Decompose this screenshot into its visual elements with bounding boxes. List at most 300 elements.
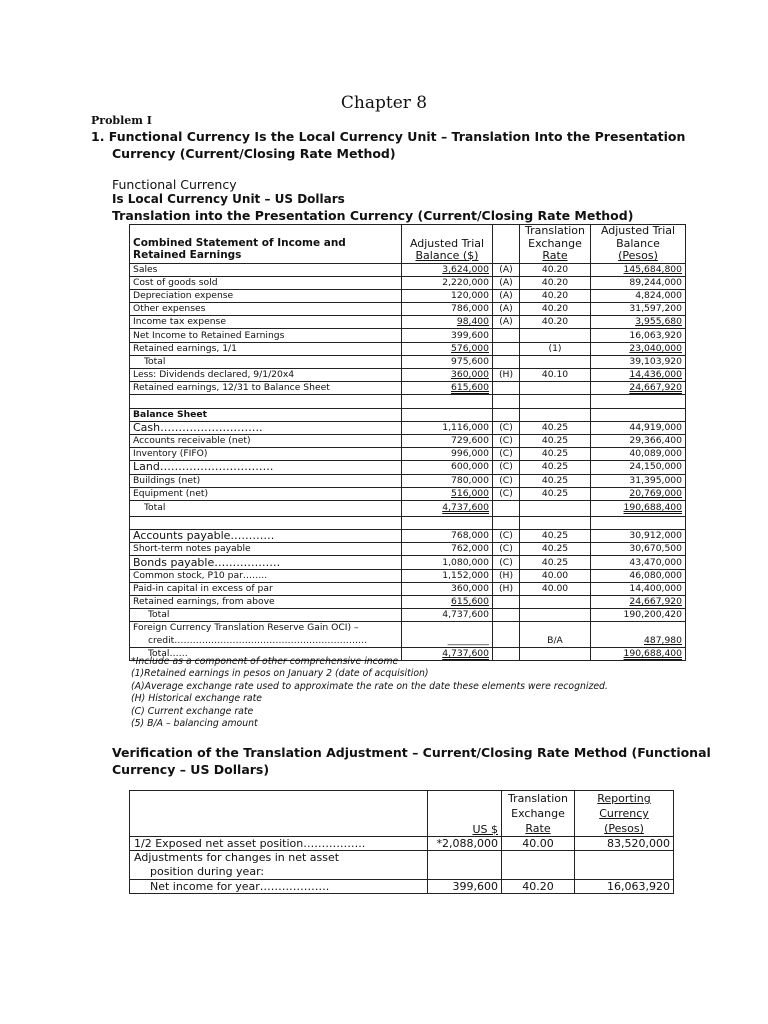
footnote-line: (A)Average exchange rate used to approximate the rate on the date these elements were recognized.: [131, 680, 608, 692]
rate-code: [493, 355, 520, 368]
peso-amount-text: 487,980: [644, 634, 682, 646]
row-label: [130, 316, 402, 329]
verification-label-text: Adjustments for changes in net asset: [134, 851, 340, 864]
verification-table: [129, 790, 674, 894]
usd-amount: [402, 530, 493, 543]
verification-usd-label: US $: [472, 823, 498, 836]
rate-code: [493, 530, 520, 543]
table-row: [130, 487, 686, 500]
rate-code-text: (A): [499, 289, 513, 301]
rate-code: [493, 556, 520, 569]
blank-cell: [130, 395, 402, 408]
table-row: [130, 303, 686, 316]
rate-code: [493, 622, 520, 635]
peso-amount: [591, 382, 686, 395]
peso-amount-text: 16,063,920: [629, 329, 682, 341]
row-label-text: Inventory (FIFO): [133, 448, 208, 460]
peso-amount-text: 23,040,000: [629, 342, 682, 354]
peso-amount: [591, 316, 686, 329]
rate-code-text: (C): [499, 530, 513, 542]
blank-cell: [130, 516, 402, 529]
table-row: [130, 329, 686, 342]
footnote-line: (1)Retained earnings in pesos on January 2 (date of acquisition): [131, 668, 429, 680]
rate-code: [493, 329, 520, 342]
peso-amount: [591, 434, 686, 447]
rate-code: [493, 609, 520, 622]
rate-code-text: (C): [499, 448, 513, 460]
peso-amount-text: 24,667,920: [629, 382, 682, 394]
usd-amount: [402, 582, 493, 595]
rate-code: [493, 582, 520, 595]
exchange-rate: [520, 596, 591, 609]
usd-amount: [402, 289, 493, 302]
rate-code-text: (C): [499, 435, 513, 447]
row-label: [130, 622, 402, 635]
usd-amount: [402, 596, 493, 609]
peso-amount: [591, 421, 686, 434]
verification-rate-header: [502, 791, 575, 837]
table-row: [130, 500, 686, 516]
verification-rate: [502, 851, 575, 880]
table-row: [130, 474, 686, 487]
exchange-rate: [520, 530, 591, 543]
row-label-text: Depreciation expense: [133, 289, 234, 301]
rate-code-text: (H): [498, 369, 514, 381]
rate-code: [493, 500, 520, 516]
table-row: [130, 289, 686, 302]
rate-code: [493, 474, 520, 487]
peso-amount-text: 40,089,000: [629, 448, 682, 460]
rate-code-text: (A): [499, 303, 513, 315]
footnote-line: (C) Current exchange rate: [131, 705, 254, 717]
usd-header-line2: Balance ($): [415, 249, 479, 262]
exchange-rate-text: 40.20: [541, 316, 569, 328]
exchange-rate: [520, 474, 591, 487]
usd-amount: [402, 382, 493, 395]
blank-cell: [493, 395, 520, 408]
usd-amount-text: 399,600: [451, 329, 489, 341]
usd-amount-text: 975,600: [451, 355, 489, 367]
peso-amount: [591, 461, 686, 474]
row-label: [130, 530, 402, 543]
exchange-rate: [520, 582, 591, 595]
table-header-row: [130, 225, 686, 264]
usd-amount: [402, 355, 493, 368]
rate-code: [493, 316, 520, 329]
usd-amount-text: 996,000: [451, 448, 489, 460]
rate-code: [493, 382, 520, 395]
statement-title-cell: [130, 225, 402, 264]
rate-header-line3: Rate: [542, 249, 568, 262]
usd-amount-text: 1,080,000: [442, 556, 489, 568]
usd-amount: [402, 276, 493, 289]
exchange-rate-text: 40.00: [541, 582, 569, 594]
rate-code: [493, 434, 520, 447]
translation-method-heading: Translation into the Presentation Currency (Current/Closing Rate Method): [112, 208, 634, 223]
footnote-line: (H) Historical exchange rate: [131, 693, 262, 705]
peso-amount: [591, 487, 686, 500]
blank-cell: [591, 516, 686, 529]
peso-column-header: [591, 225, 686, 264]
verification-peso: [575, 880, 674, 894]
exchange-rate: [520, 355, 591, 368]
table-row: [130, 382, 686, 395]
peso-amount: [591, 448, 686, 461]
row-label: [130, 303, 402, 316]
peso-amount: [591, 408, 686, 421]
problem-label: Problem I: [91, 114, 152, 127]
usd-amount: [402, 329, 493, 342]
exchange-rate: [520, 316, 591, 329]
rate-code: [493, 569, 520, 582]
usd-amount: [402, 369, 493, 382]
usd-column-header: [402, 225, 493, 264]
row-label: [130, 543, 402, 556]
table-row: [130, 596, 686, 609]
row-label-text: Cost of goods sold: [133, 276, 218, 288]
verification-label-text: 1/2 Exposed net asset position……………..: [134, 837, 366, 850]
footnotes: [131, 656, 608, 730]
peso-amount-text: 3,955,680: [635, 316, 682, 328]
usd-amount-text: 729,600: [451, 435, 489, 447]
usd-amount-text: 762,000: [451, 543, 489, 555]
row-label-text: Common stock, P10 par……..: [133, 569, 268, 581]
peso-amount-text: 30,912,000: [629, 530, 682, 542]
rate-code: [493, 342, 520, 355]
rate-code: [493, 635, 520, 648]
peso-amount: [591, 500, 686, 516]
row-label-text: Balance Sheet: [133, 408, 207, 420]
peso-amount-text: 46,080,000: [629, 569, 682, 581]
row-label: [130, 569, 402, 582]
row-label: [130, 263, 402, 276]
exchange-rate: [520, 408, 591, 421]
row-label-text: Land………………………….: [133, 460, 274, 474]
verification-usd: [428, 851, 502, 880]
row-label-text: credit………………………………………………………: [148, 634, 368, 646]
verification-rate: [502, 837, 575, 851]
row-label-text: Accounts payable…………: [133, 529, 275, 543]
row-label: [130, 448, 402, 461]
row-label-text: Income tax expense: [133, 316, 226, 328]
exchange-rate-text: 40.10: [541, 369, 569, 381]
verification-peso-line3: (Pesos): [604, 822, 644, 835]
exchange-rate-text: 40.25: [541, 474, 569, 486]
peso-amount: [591, 609, 686, 622]
usd-amount-text: 1,152,000: [442, 569, 489, 581]
rate-code: [493, 276, 520, 289]
row-label: [130, 556, 402, 569]
table-row: [130, 408, 686, 421]
exchange-rate: [520, 342, 591, 355]
row-label-text: Retained earnings, from above: [133, 596, 275, 608]
rate-code-text: (C): [499, 543, 513, 555]
statement-title-line1: Combined Statement of Income and: [133, 236, 346, 249]
rate-code: [493, 421, 520, 434]
problem-heading-line2: Currency (Current/Closing Rate Method): [112, 146, 396, 161]
exchange-rate-text: 40.25: [541, 556, 569, 568]
peso-amount-text: 24,667,920: [629, 596, 682, 608]
usd-amount-text: 4,737,600: [442, 502, 489, 514]
rate-code-text: (C): [499, 556, 513, 568]
peso-header-line2: Balance: [616, 236, 660, 250]
usd-amount-text: 768,000: [451, 530, 489, 542]
peso-amount: [591, 263, 686, 276]
rate-code: [493, 303, 520, 316]
functional-currency-subheading: Is Local Currency Unit – US Dollars: [112, 192, 345, 206]
verification-label-text: Net income for year……………….: [150, 880, 330, 893]
row-label-text: Foreign Currency Translation Reserve Gain OCI) –: [133, 622, 359, 634]
rate-code-text: (C): [499, 461, 513, 473]
peso-header-line3: (Pesos): [618, 249, 658, 262]
peso-amount-text: 43,470,000: [629, 556, 682, 568]
usd-amount-text: 615,600: [451, 382, 489, 394]
peso-amount-text: 14,400,000: [629, 582, 682, 594]
verification-usd: [428, 837, 502, 851]
table-row: [130, 635, 686, 648]
row-label: [130, 635, 402, 648]
usd-amount: [402, 622, 493, 635]
verification-rate-line1: Translation: [508, 792, 568, 805]
peso-amount-text: 29,366,400: [629, 435, 682, 447]
verification-rate-text: 40.00: [522, 837, 554, 850]
exchange-rate: [520, 421, 591, 434]
peso-amount-text: 4,824,000: [635, 289, 682, 301]
verification-usd: [428, 880, 502, 894]
verification-rate-line3: Rate: [525, 822, 551, 835]
peso-amount-text: 44,919,000: [629, 421, 682, 433]
rate-code-text: (A): [499, 316, 513, 328]
row-label: [130, 474, 402, 487]
rate-code: [493, 448, 520, 461]
row-label-text: Total……: [148, 647, 188, 659]
usd-amount: [402, 303, 493, 316]
rate-code: [493, 263, 520, 276]
exchange-rate: [520, 434, 591, 447]
peso-amount-text: 89,244,000: [629, 276, 682, 288]
verification-rate-text: 40.20: [522, 880, 554, 893]
rate-code: [493, 408, 520, 421]
table-row: [130, 316, 686, 329]
rate-code: [493, 289, 520, 302]
exchange-rate: [520, 500, 591, 516]
exchange-rate: [520, 329, 591, 342]
table-row: [130, 342, 686, 355]
row-label: [130, 434, 402, 447]
peso-amount-text: 14,436,000: [629, 369, 682, 381]
exchange-rate: [520, 263, 591, 276]
verification-peso-line2: Currency: [599, 807, 649, 820]
blank-cell: [402, 395, 493, 408]
peso-amount-text: 24,150,000: [629, 461, 682, 473]
verification-header-row: [130, 791, 674, 837]
peso-amount-text: 190,200,420: [623, 609, 682, 621]
usd-amount-text: 4,737,600: [442, 647, 489, 659]
blank-row: [130, 516, 686, 529]
exchange-rate-text: 40.25: [541, 461, 569, 473]
usd-amount-text: 576,000: [451, 342, 489, 354]
row-label: [130, 421, 402, 434]
row-label: [130, 461, 402, 474]
usd-amount: [402, 448, 493, 461]
usd-amount: [402, 342, 493, 355]
row-label-text: Other expenses: [133, 303, 206, 315]
footnote-line: *Include as a component of other comprehensive income: [131, 656, 399, 667]
usd-amount-text: 3,624,000: [442, 263, 489, 275]
verification-usd-text: 399,600: [452, 880, 498, 893]
peso-amount: [591, 289, 686, 302]
usd-amount-text: 120,000: [451, 289, 489, 301]
exchange-rate-text: 40.25: [541, 421, 569, 433]
usd-amount: [402, 487, 493, 500]
exchange-rate: [520, 622, 591, 635]
code-column-header: [493, 225, 520, 264]
table-row: [130, 276, 686, 289]
rate-code-text: (H): [498, 582, 514, 594]
usd-amount: [402, 609, 493, 622]
table-row: [130, 530, 686, 543]
usd-amount: [402, 500, 493, 516]
verification-label-line2: position during year:: [150, 865, 265, 878]
table-row: [130, 263, 686, 276]
verification-rate-line2: Exchange: [511, 807, 565, 820]
peso-amount: [591, 556, 686, 569]
table-row: [130, 421, 686, 434]
exchange-rate: [520, 382, 591, 395]
row-label: [130, 355, 402, 368]
exchange-rate-text: 40.20: [541, 276, 569, 288]
peso-amount: [591, 596, 686, 609]
row-label: [130, 487, 402, 500]
peso-amount: [591, 635, 686, 648]
verification-peso-header: [575, 791, 674, 837]
row-label-text: Total: [144, 502, 166, 514]
exchange-rate-text: 40.20: [541, 263, 569, 275]
rate-code-text: (A): [499, 276, 513, 288]
exchange-rate-text: 40.20: [541, 303, 569, 315]
row-label: [130, 582, 402, 595]
peso-amount: [591, 342, 686, 355]
usd-amount-text: 516,000: [451, 487, 489, 499]
rate-code-text: (C): [499, 474, 513, 486]
blank-cell: [591, 395, 686, 408]
peso-amount: [591, 622, 686, 635]
row-label: [130, 500, 402, 516]
usd-amount-text: 615,600: [451, 596, 489, 608]
peso-amount: [591, 474, 686, 487]
exchange-rate: [520, 635, 591, 648]
peso-amount: [591, 329, 686, 342]
peso-amount-text: 190,688,400: [623, 647, 682, 659]
peso-header-line1: Adjusted Trial: [600, 224, 676, 237]
rate-code: [493, 369, 520, 382]
blank-cell: [520, 516, 591, 529]
table-row: [130, 582, 686, 595]
rate-code: [493, 543, 520, 556]
blank-cell: [402, 516, 493, 529]
verification-heading-line2: Currency – US Dollars): [112, 762, 270, 777]
peso-amount: [591, 276, 686, 289]
rate-code-text: (C): [499, 487, 513, 499]
problem-heading-line1: 1. Functional Currency Is the Local Currency Unit – Translation Into the Presentation: [91, 129, 686, 144]
row-label-text: Equipment (net): [133, 487, 209, 499]
peso-amount-text: 30,670,500: [629, 543, 682, 555]
exchange-rate-text: 40.25: [541, 435, 569, 447]
row-label-text: Cash……………………….: [133, 421, 263, 434]
table-row: [130, 569, 686, 582]
row-label: [130, 329, 402, 342]
table-row: [130, 461, 686, 474]
functional-currency-heading: Functional Currency: [112, 177, 237, 192]
verification-label: [130, 880, 428, 894]
exchange-rate-text: 40.25: [541, 543, 569, 555]
rate-code-text: (H): [498, 569, 514, 581]
usd-amount-text: 360,000: [451, 582, 489, 594]
verification-row: [130, 851, 674, 880]
usd-amount: [402, 408, 493, 421]
verification-label: [130, 837, 428, 851]
verification-heading-line1: Verification of the Translation Adjustment – Current/Closing Rate Method (Functional: [112, 745, 711, 760]
peso-amount: [591, 303, 686, 316]
verification-row: [130, 837, 674, 851]
usd-amount-text: _________: [447, 634, 489, 646]
statement-title-line2: Retained Earnings: [133, 249, 242, 261]
peso-amount-text: 190,688,400: [623, 502, 682, 514]
rate-code: [493, 596, 520, 609]
exchange-rate: [520, 609, 591, 622]
table-row: [130, 369, 686, 382]
usd-header-line1: Adjusted Trial: [409, 236, 485, 250]
usd-amount-text: 600,000: [451, 461, 489, 473]
exchange-rate-text: 40.00: [541, 569, 569, 581]
exchange-rate: [520, 303, 591, 316]
usd-amount-text: 2,220,000: [442, 276, 489, 288]
usd-amount: [402, 263, 493, 276]
verification-peso-line1: Reporting: [597, 792, 651, 805]
row-label: [130, 342, 402, 355]
row-label: [130, 596, 402, 609]
verification-peso: [575, 851, 674, 880]
blank-cell: [493, 516, 520, 529]
usd-amount-text: 786,000: [451, 303, 489, 315]
chapter-title: Chapter 8: [340, 93, 428, 113]
row-label-text: Net Income to Retained Earnings: [133, 329, 285, 341]
verification-label-header: [130, 791, 428, 837]
usd-amount: [402, 635, 493, 648]
row-label: [130, 408, 402, 421]
usd-amount: [402, 474, 493, 487]
usd-amount: [402, 556, 493, 569]
row-label-text: Bonds payable………………: [133, 555, 281, 569]
rate-code: [493, 487, 520, 500]
row-label-text: Short-term notes payable: [133, 543, 251, 555]
verification-row: [130, 880, 674, 894]
usd-amount-text: 4,737,600: [442, 609, 489, 621]
peso-amount-text: 145,684,800: [623, 263, 682, 275]
exchange-rate: [520, 543, 591, 556]
table-row: [130, 434, 686, 447]
row-label: [130, 276, 402, 289]
verification-usd-header: [428, 791, 502, 837]
table-row: [130, 622, 686, 635]
translation-worksheet-table: [129, 224, 686, 661]
usd-amount-text: 98,400: [456, 316, 489, 328]
rate-header-line2: Exchange: [528, 236, 582, 250]
exchange-rate: [520, 487, 591, 500]
verification-usd-text: *2,088,000: [436, 837, 498, 850]
usd-amount: [402, 461, 493, 474]
row-label-text: Less: Dividends declared, 9/1/20x4: [133, 369, 295, 381]
